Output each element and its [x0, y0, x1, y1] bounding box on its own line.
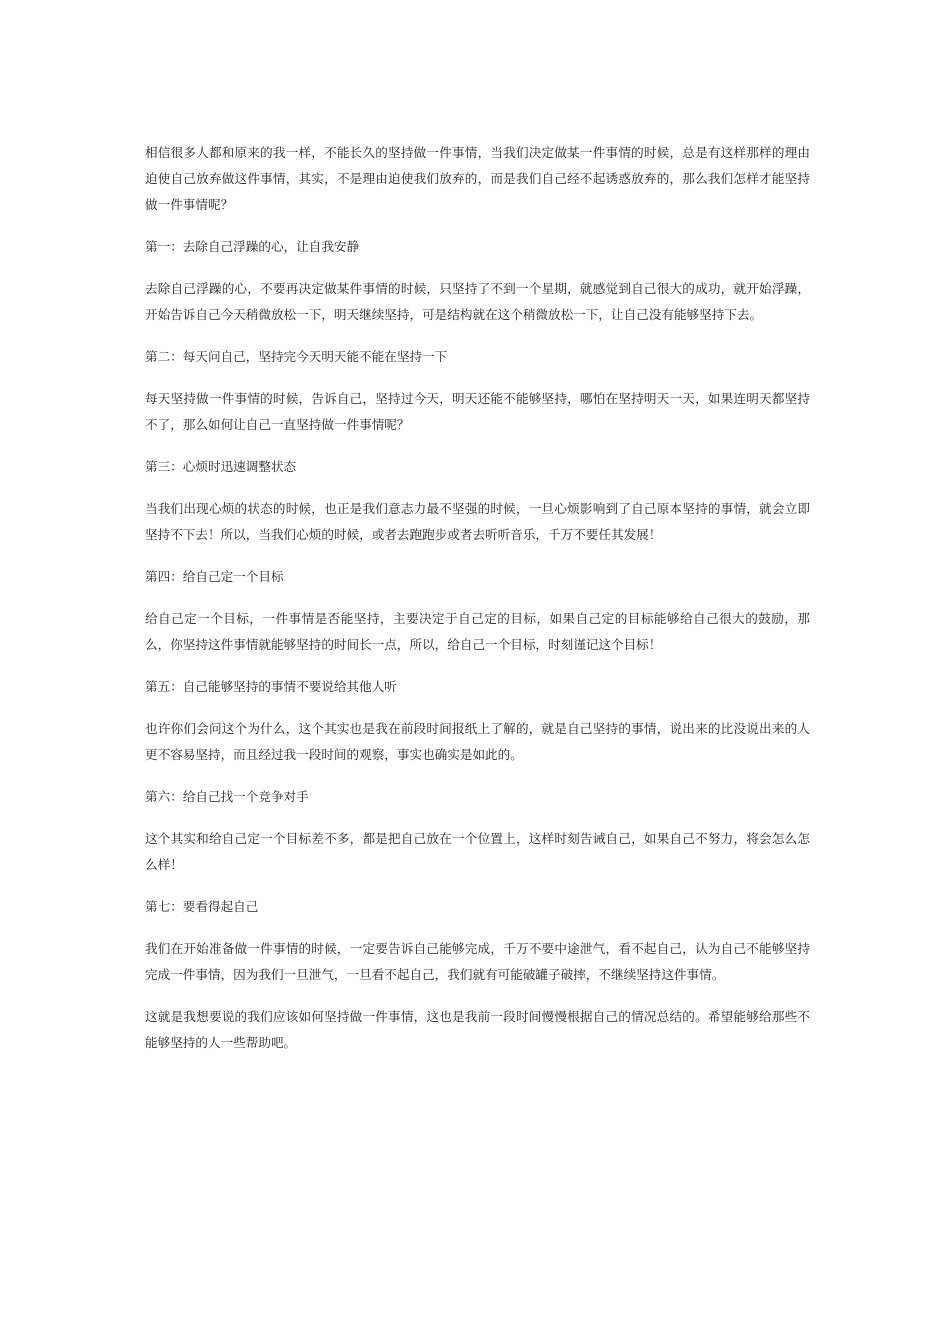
- section-6-body: 这个其实和给自己定一个目标差不多，都是把自己放在一个位置上，这样时刻告诫自己，如果自己不努力，将会怎么怎么样！: [145, 831, 810, 872]
- section-7-body: 我们在开始准备做一件事情的时候，一定要告诉自己能够完成，千万不要中途泄气，看不起自己，认为自己不能够坚持完成一件事情，因为我们一旦泄气，一旦看不起自己，我们就有可能破罐子破摔，不继续坚持这件事情。: [145, 941, 810, 982]
- section-4-heading: 第四：给自己定一个目标: [145, 569, 284, 584]
- section-3-body: 当我们出现心烦的状态的时候，也正是我们意志力最不坚强的时候，一旦心烦影响到了自己原本坚持的事情，就会立即坚持不下去！所以，当我们心烦的时候，或者去跑跑步或者去听听音乐，千万不要任其发展！: [145, 501, 810, 542]
- section-6-heading: 第六：给自己找一个竞争对手: [145, 789, 309, 804]
- section-1-heading: 第一：去除自己浮躁的心，让自我安静: [145, 239, 360, 254]
- section-2-body: 每天坚持做一件事情的时候，告诉自己，坚持过今天，明天还能不能够坚持，哪怕在坚持明天一天，如果连明天都坚持不了，那么如何让自己一直坚持做一件事情呢？: [145, 391, 810, 432]
- document-page: [145, 140, 810, 1072]
- section-3-heading: 第三：心烦时迅速调整状态: [145, 459, 297, 474]
- section-5-heading: 第五：自己能够坚持的事情不要说给其他人听: [145, 679, 397, 694]
- section-4-body: 给自己定一个目标，一件事情是否能坚持，主要决定于自己定的目标，如果自己定的目标能够给自己很大的鼓励，那么，你坚持这件事情就能够坚持的时间长一点，所以，给自己一个目标，时刻谨记这个目标！: [145, 611, 810, 652]
- intro-paragraph: 相信很多人都和原来的我一样，不能长久的坚持做一件事情，当我们决定做某一件事情的时候，总是有这样那样的理由迫使自己放弃做这件事情，其实，不是理由迫使我们放弃的，而是我们自己经不起诱惑放弃的，那么我们怎样才能坚持做一件事情呢？: [145, 145, 810, 212]
- conclusion-paragraph: 这就是我想要说的我们应该如何坚持做一件事情，这也是我前一段时间慢慢根据自己的情况总结的。希望能够给那些不能够坚持的人一些帮助吧。: [145, 1009, 810, 1050]
- section-5-body: 也许你们会问这个为什么，这个其实也是我在前段时间报纸上了解的，就是自己坚持的事情，说出来的比没说出来的人更不容易坚持，而且经过我一段时间的观察，事实也确实是如此的。: [145, 721, 810, 762]
- section-2-heading: 第二：每天问自己，坚持完今天明天能不能在坚持一下: [145, 349, 448, 364]
- section-7-heading: 第七：要看得起自己: [145, 899, 259, 914]
- section-1-body: 去除自己浮躁的心，不要再决定做某件事情的时候，只坚持了不到一个星期，就感觉到自己很大的成功，就开始浮躁，开始告诉自己今天稍微放松一下，明天继续坚持，可是结构就在这个稍微放松一下，让自己没有能够坚持下去。: [145, 281, 810, 322]
